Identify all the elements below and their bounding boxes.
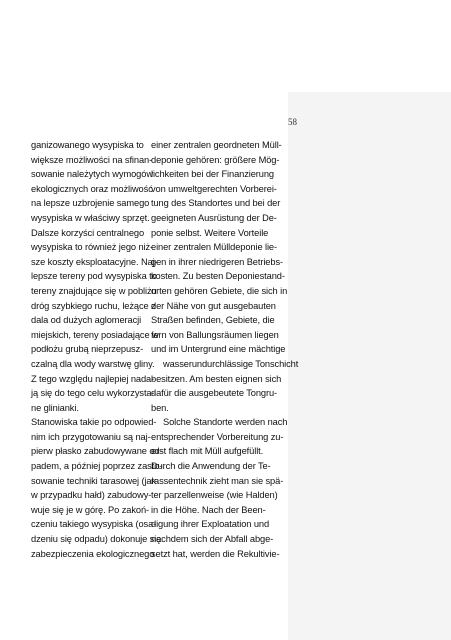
- german-text-line: Straßen befinden, Gebiete, die: [151, 315, 275, 326]
- polish-text-line: zabezpieczenia ekologicznego: [31, 548, 155, 559]
- polish-text-line: Stanowiska takie po odpowied-: [31, 417, 157, 428]
- polish-text-line: podłożu grubą nieprzepusz-: [31, 344, 144, 355]
- german-text-line: tung des Standortes und bei der: [151, 198, 281, 209]
- german-text-line: gen in ihrer niedrigeren Betriebs-: [151, 256, 283, 267]
- german-text-line: der Nähe von gut ausgebauten: [151, 300, 276, 311]
- polish-text-line: w przypadku hałd) zabudowy-: [31, 490, 152, 501]
- polish-text-line: wysypiska to również jego niż-: [31, 242, 154, 253]
- margin-panel: [288, 92, 451, 640]
- german-text-line: in die Höhe. Nach der Been-: [151, 504, 266, 515]
- german-text-line: dafür die ausgebeutete Tongru-: [151, 388, 278, 399]
- polish-text-line: większe możliwości na sfinan-: [31, 154, 153, 165]
- german-text-line: und im Untergrund eine mächtige: [151, 344, 286, 355]
- german-text-line: deponie gehören: größere Mög-: [151, 154, 280, 165]
- german-text-line: lichkeiten bei der Finanzierung: [151, 169, 274, 180]
- german-text-line: fern von Ballungsräumen liegen: [151, 329, 279, 340]
- polish-text-line: padem, a później poprzez zasto-: [31, 461, 163, 472]
- german-text-line: ponie selbst. Weitere Vorteile: [151, 227, 269, 238]
- german-text-column: [151, 138, 299, 561]
- german-text-line: entsprechender Vorbereitung zu-: [151, 431, 284, 442]
- polish-text-line: Dalsze korzyści centralnego: [31, 227, 145, 238]
- polish-text-line: sowanie techniki tarasowej (jak: [31, 475, 157, 486]
- polish-text-line: czalną dla wody warstwę gliny.: [31, 358, 155, 369]
- german-text-line: erst flach mit Müll aufgefüllt.: [151, 446, 264, 457]
- german-text-line: rassentechnik zieht man sie spä-: [151, 475, 284, 486]
- german-text-line: Durch die Anwendung der Te-: [151, 461, 271, 472]
- polish-text-line: sowanie należytych wymogów: [31, 169, 153, 180]
- polish-text-line: ganizowanego wysypiska to: [31, 140, 144, 150]
- german-text-line: einer zentralen geordneten Müll-: [151, 140, 282, 150]
- polish-text-line: Z tego względu najlepiej nada-: [31, 373, 155, 384]
- german-text-line: setzt hat, werden die Rekultivie-: [151, 548, 280, 559]
- page-number: 58: [288, 117, 297, 127]
- german-text-line: von umweltgerechten Vorberei-: [151, 183, 277, 194]
- german-text-line: wasserundurchlässige Tonschicht: [163, 358, 299, 369]
- german-text-line: nachdem sich der Abfall abge-: [151, 534, 274, 545]
- polish-text-line: ją się do tego celu wykorzysta-: [31, 388, 155, 399]
- polish-text-line: dróg szybkiego ruchu, leżące z: [31, 300, 156, 311]
- polish-text-line: miejskich, tereny posiadające w: [31, 329, 159, 340]
- german-text-line: digung ihrer Exploatation und: [151, 519, 270, 530]
- polish-text-line: lepsze tereny pod wysypiska to: [31, 271, 157, 282]
- polish-text-line: dzeniu się odpadu) dokonuje się: [31, 534, 162, 545]
- polish-text-line: wysypiska w właściwy sprzęt.: [31, 212, 150, 223]
- german-text-line: geeigneten Ausrüstung der De-: [151, 212, 277, 223]
- polish-text-line: wuje się je w górę. Po zakoń-: [31, 504, 150, 515]
- polish-text-line: na lepsze uzbrojenie samego: [31, 198, 150, 209]
- polish-text-line: tereny znajdujące się w pobliżu: [31, 285, 157, 296]
- german-text-line: ter parzellenweise (wie Halden): [151, 490, 278, 501]
- polish-text-line: pierw płasko zabudowywane od-: [31, 446, 163, 457]
- polish-text-line: ekologicznych oraz możliwość: [31, 183, 153, 194]
- polish-text-line: dala od dużych aglomeracji: [31, 315, 142, 326]
- polish-text-line: ne glinianki.: [31, 402, 79, 413]
- polish-text-line: czeniu takiego wysypiska (osa-: [31, 519, 157, 530]
- german-text-line: einer zentralen Mülldeponie lie-: [151, 242, 277, 253]
- german-text-line: ben.: [151, 402, 169, 413]
- german-text-line: orten gehören Gebiete, die sich in: [151, 285, 288, 296]
- german-text-line: Solche Standorte werden nach: [163, 417, 288, 428]
- polish-text-line: sze koszty eksploatacyjne. Naj-: [31, 256, 158, 267]
- german-text-line: besitzen. Am besten eignen sich: [151, 373, 282, 384]
- polish-text-line: nim ich przygotowaniu są naj-: [31, 431, 151, 442]
- german-text-line: kosten. Zu besten Deponiestand-: [151, 271, 285, 282]
